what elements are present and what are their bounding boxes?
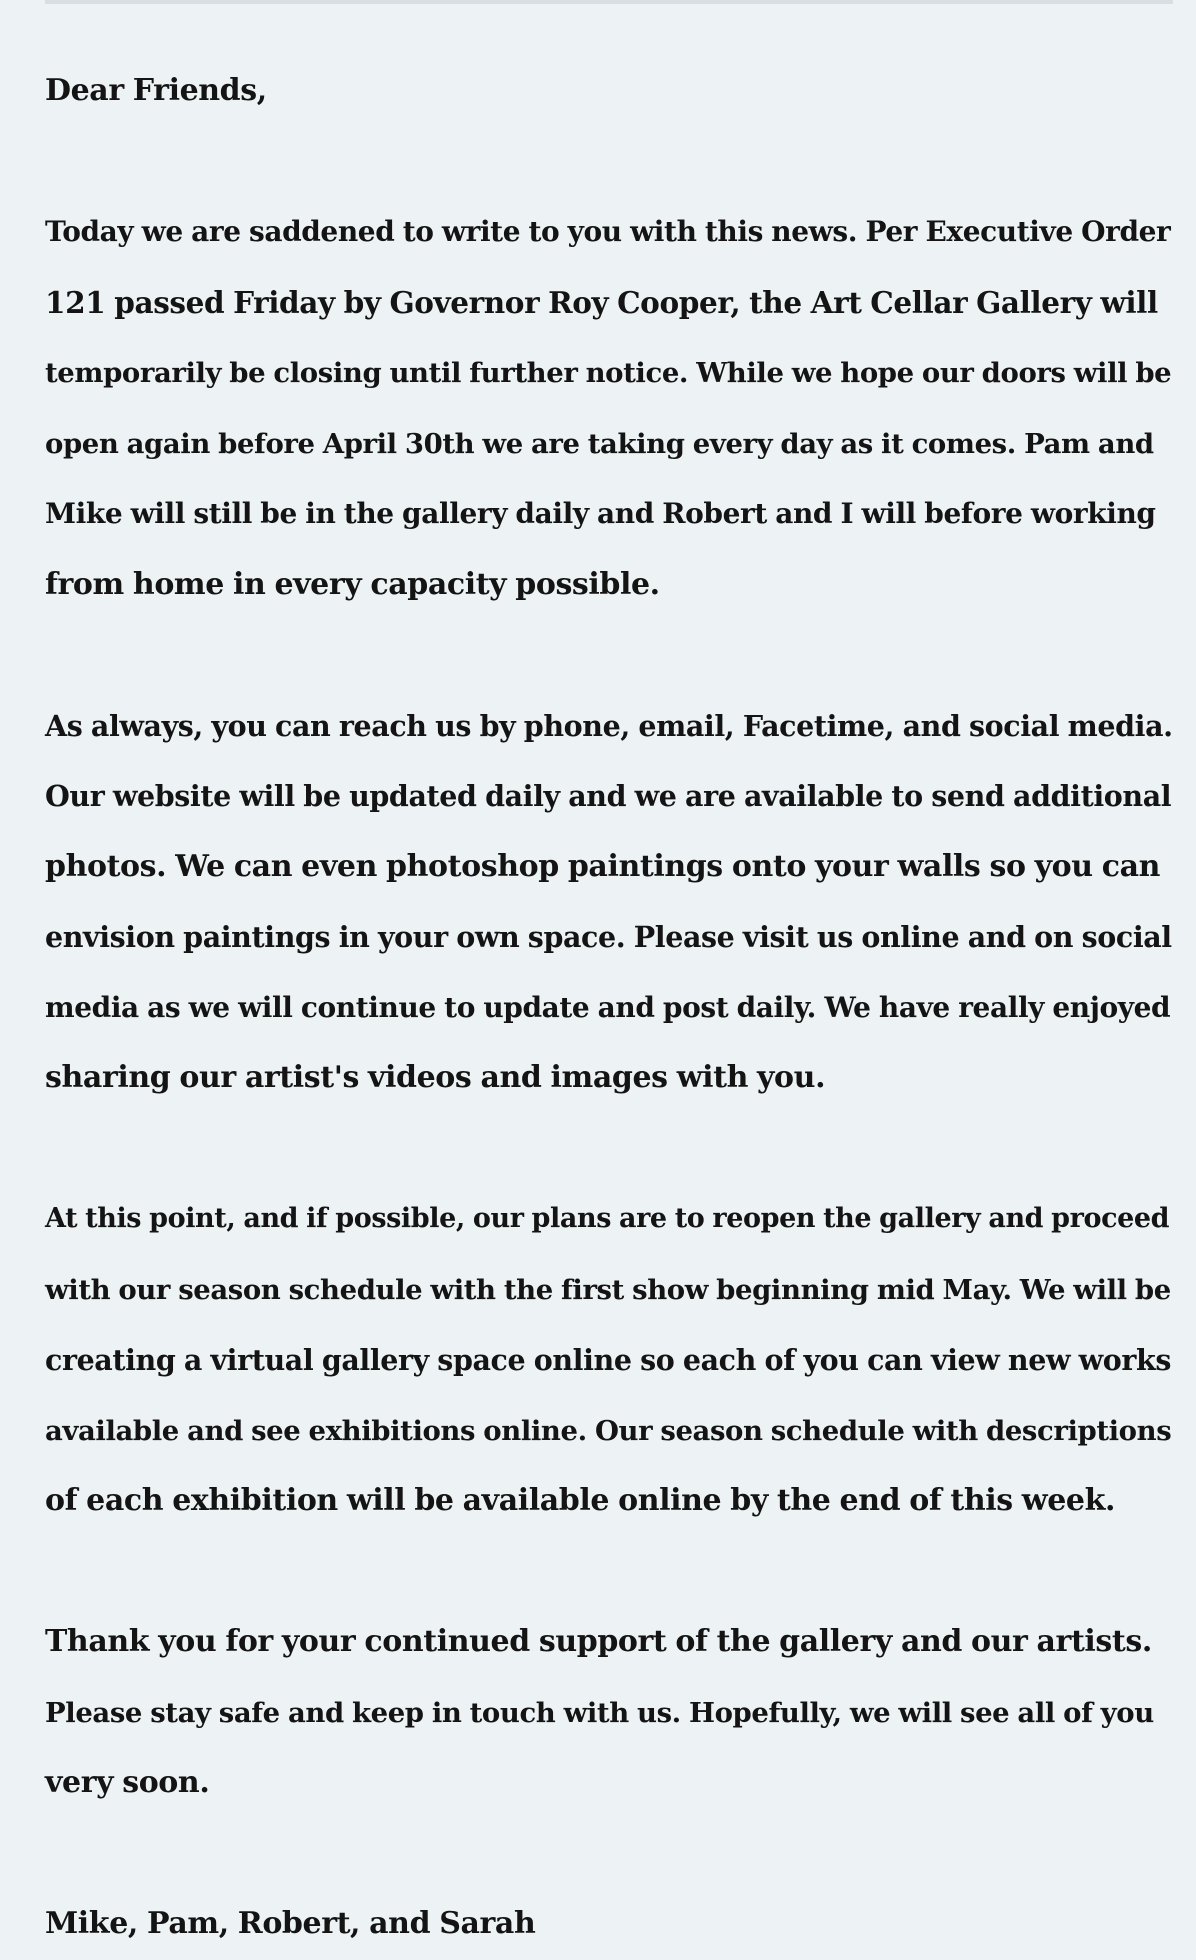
- paragraph-line: Mike will still be in the gallery daily and Robert and I will before working: [45, 497, 1156, 530]
- paragraph-closure-notice: [45, 197, 1173, 620]
- paragraph-line: At this point, and if possible, our plans are to reopen the gallery and proceed: [45, 1203, 1170, 1234]
- paragraph-line: Please stay safe and keep in touch with us. Hopefully, we will see all of you: [45, 1696, 1154, 1729]
- paragraph-line: available and see exhibitions online. Our season schedule with descriptions: [45, 1414, 1172, 1447]
- paragraph-line: of each exhibition will be available online by the end of this week.: [45, 1483, 1116, 1518]
- paragraph-line: sharing our artist's videos and images with you.: [45, 1060, 826, 1095]
- paragraph-line: envision paintings in your own space. Please visit us online and on social: [45, 920, 1172, 954]
- greeting-text: Dear Friends,: [45, 73, 267, 108]
- paragraph-line: Thank you for your continued support of the gallery and our artists.: [45, 1624, 1152, 1659]
- paragraph-thanks: [45, 1607, 1173, 1819]
- paragraph-line: Our website will be updated daily and we are available to send additional: [45, 779, 1172, 813]
- paragraph-line: very soon.: [45, 1765, 210, 1800]
- paragraph-line: with our season schedule with the first show beginning mid May. We will be: [45, 1273, 1171, 1306]
- letter-body: [45, 56, 1173, 1960]
- paragraph-line: creating a virtual gallery space online so each of you can view new works: [45, 1343, 1171, 1377]
- letter-signature: [45, 1889, 1173, 1960]
- paragraph-line: As always, you can reach us by phone, email, Facetime, and social media.: [45, 708, 1173, 743]
- paragraph-line: 121 passed Friday by Governor Roy Cooper, the Art Cellar Gallery will: [45, 284, 1158, 320]
- paragraph-line: photos. We can even photoshop paintings onto your walls so you can: [45, 848, 1161, 884]
- signature-text: Mike, Pam, Robert, and Sarah: [45, 1906, 536, 1941]
- paragraph-line: from home in every capacity possible.: [45, 566, 660, 602]
- paragraph-line: temporarily be closing until further notice. While we hope our doors will be: [45, 357, 1172, 389]
- letter-greeting: [45, 56, 1173, 127]
- paragraph-line: open again before April 30th we are taking every day as it comes. Pam and: [45, 427, 1154, 460]
- paragraph-reopening-plans: [45, 1184, 1173, 1537]
- paragraph-line: media as we will continue to update and post daily. We have really enjoyed: [45, 990, 1171, 1024]
- top-divider: [45, 0, 1173, 4]
- paragraph-contact: [45, 691, 1173, 1114]
- paragraph-line: Today we are saddened to write to you with this news. Per Executive Order: [45, 215, 1171, 248]
